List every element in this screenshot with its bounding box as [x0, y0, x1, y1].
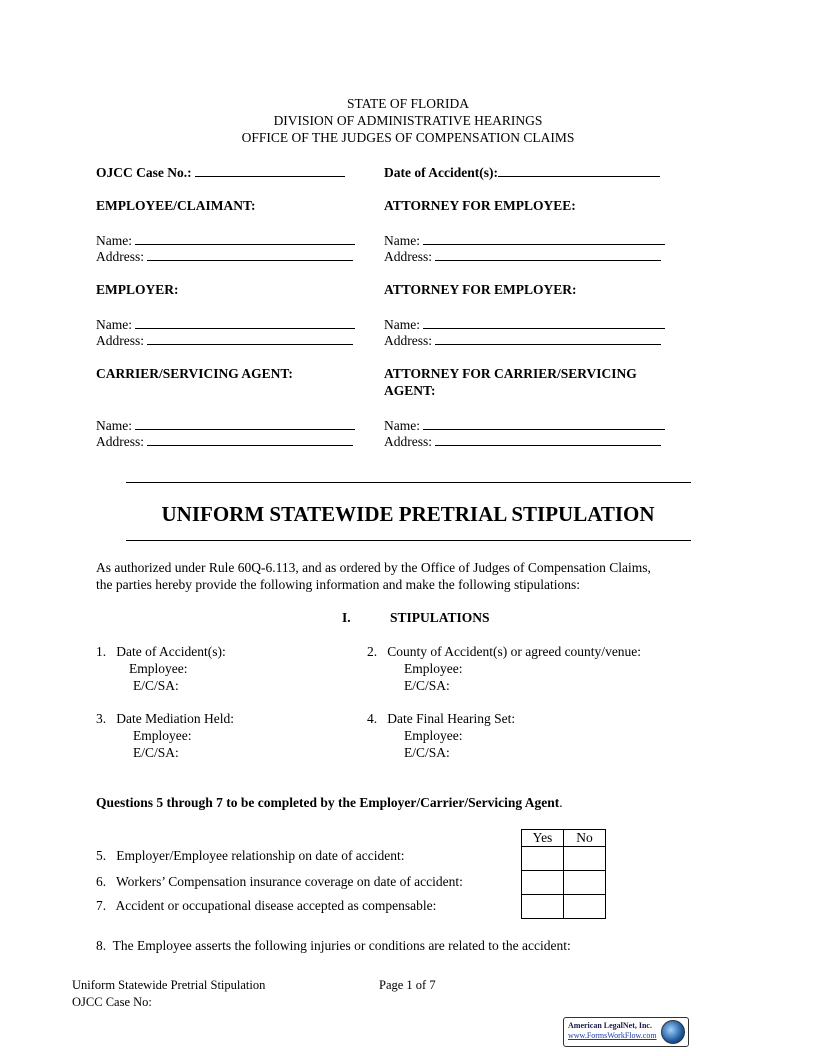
employer-heading: EMPLOYER: [96, 282, 179, 297]
yes-header: Yes [522, 830, 564, 847]
header-office: OFFICE OF THE JUDGES OF COMPENSATION CLAIMS [241, 130, 575, 145]
name-label: Name: [384, 233, 420, 248]
questions-instruction-text: Questions 5 through 7 to be completed by the Employer/Carrier/Servicing Agent [96, 795, 560, 810]
questions-instruction-period: . [559, 795, 563, 810]
case-number-label: OJCC Case No.: [96, 165, 192, 180]
address-label: Address: [384, 249, 432, 264]
attorney-employer-address-blank[interactable] [435, 332, 661, 345]
item-3-employee[interactable]: Employee: [133, 728, 192, 743]
attorney-carrier-name-blank[interactable] [423, 417, 665, 430]
globe-icon [661, 1020, 685, 1044]
employee-name-field[interactable] [96, 232, 355, 249]
section-number: I. [342, 610, 351, 625]
item-2-employee[interactable]: Employee: [404, 661, 463, 676]
questions-instruction [96, 795, 563, 811]
form-title: UNIFORM STATEWIDE PRETRIAL STIPULATION [161, 502, 655, 526]
attorney-carrier-name-field[interactable] [384, 417, 665, 434]
name-label: Name: [96, 233, 132, 248]
item-4-ecsa[interactable]: E/C/SA: [404, 745, 450, 760]
name-label: Name: [96, 418, 132, 433]
address-label: Address: [96, 333, 144, 348]
case-number-field[interactable] [96, 164, 345, 181]
name-label: Name: [384, 317, 420, 332]
question-5: 5. Employer/Employee relationship on date of accident: [96, 848, 405, 863]
attorney-employer-heading: ATTORNEY FOR EMPLOYER: [384, 282, 577, 297]
logo-company: American LegalNet, Inc. [568, 1021, 652, 1030]
carrier-name-blank[interactable] [135, 417, 355, 430]
attorney-employee-address-field[interactable] [384, 248, 661, 265]
date-of-accident-field[interactable] [384, 164, 660, 181]
carrier-heading: CARRIER/SERVICING AGENT: [96, 366, 293, 381]
employer-name-field[interactable] [96, 316, 355, 333]
item-2-label: 2. County of Accident(s) or agreed county/venue: [367, 644, 642, 659]
attorney-carrier-heading-1: ATTORNEY FOR CARRIER/SERVICING [384, 366, 637, 381]
attorney-employee-address-blank[interactable] [435, 248, 661, 261]
footer-page-number: Page 1 of 7 [379, 978, 436, 992]
address-label: Address: [96, 434, 144, 449]
case-number-blank[interactable] [195, 164, 345, 177]
american-legalnet-logo[interactable] [563, 1017, 689, 1047]
attorney-carrier-address-blank[interactable] [435, 433, 661, 446]
name-label: Name: [96, 317, 132, 332]
item-4-employee[interactable]: Employee: [404, 728, 463, 743]
attorney-employee-heading: ATTORNEY FOR EMPLOYEE: [384, 198, 576, 213]
item-2-ecsa[interactable]: E/C/SA: [404, 678, 450, 693]
carrier-address-blank[interactable] [147, 433, 353, 446]
attorney-carrier-heading-2: AGENT: [384, 383, 436, 398]
employee-address-blank[interactable] [147, 248, 353, 261]
attorney-employee-name-field[interactable] [384, 232, 665, 249]
attorney-employer-name-blank[interactable] [423, 316, 665, 329]
q7-no-cell[interactable] [564, 895, 606, 919]
employee-heading: EMPLOYEE/CLAIMANT: [96, 198, 256, 213]
employer-name-blank[interactable] [135, 316, 355, 329]
intro-line-1: As authorized under Rule 60Q-6.113, and as ordered by the Office of Judges of Compensation Claims, [96, 560, 651, 575]
address-label: Address: [384, 333, 432, 348]
name-label: Name: [384, 418, 420, 433]
item-3-label: 3. Date Mediation Held: [96, 711, 234, 726]
employee-address-field[interactable] [96, 248, 353, 265]
intro-line-2: the parties hereby provide the following information and make the following stipulations: [96, 577, 581, 592]
footer-doc-title: Uniform Statewide Pretrial Stipulation [72, 978, 266, 992]
item-3-ecsa[interactable]: E/C/SA: [133, 745, 179, 760]
no-header: No [564, 830, 606, 847]
question-6: 6. Workers’ Compensation insurance coverage on date of accident: [96, 874, 463, 889]
employer-address-blank[interactable] [147, 332, 353, 345]
title-rule-top [126, 482, 691, 483]
attorney-employer-name-field[interactable] [384, 316, 665, 333]
header-division: DIVISION OF ADMINISTRATIVE HEARINGS [273, 113, 543, 128]
question-7: 7. Accident or occupational disease accepted as compensable: [96, 898, 437, 913]
item-1-employee[interactable]: Employee: [129, 661, 188, 676]
footer-case-number: OJCC Case No: [72, 995, 152, 1009]
date-of-accident-label: Date of Accident(s): [384, 165, 498, 180]
carrier-address-field[interactable] [96, 433, 353, 450]
item-1-ecsa[interactable]: E/C/SA: [133, 678, 179, 693]
employer-address-field[interactable] [96, 332, 353, 349]
question-8: 8. The Employee asserts the following injuries or conditions are related to the accident: [96, 938, 571, 953]
address-label: Address: [96, 249, 144, 264]
item-4-label: 4. Date Final Hearing Set: [367, 711, 516, 726]
attorney-employee-name-blank[interactable] [423, 232, 665, 245]
employee-name-blank[interactable] [135, 232, 355, 245]
date-of-accident-blank[interactable] [498, 164, 660, 177]
q5-no-cell[interactable] [564, 847, 606, 871]
address-label: Address: [384, 434, 432, 449]
item-1-label: 1. Date of Accident(s): [96, 644, 226, 659]
q7-yes-cell[interactable] [522, 895, 564, 919]
logo-url[interactable]: www.FormsWorkFlow.com [568, 1031, 657, 1040]
carrier-name-field[interactable] [96, 417, 355, 434]
q5-yes-cell[interactable] [522, 847, 564, 871]
q6-yes-cell[interactable] [522, 871, 564, 895]
yes-no-table [521, 829, 606, 919]
title-rule-bottom [126, 540, 691, 541]
header-state: STATE OF FLORIDA [347, 96, 469, 111]
section-title: STIPULATIONS [390, 610, 490, 625]
attorney-carrier-address-field[interactable] [384, 433, 661, 450]
attorney-employer-address-field[interactable] [384, 332, 661, 349]
q6-no-cell[interactable] [564, 871, 606, 895]
